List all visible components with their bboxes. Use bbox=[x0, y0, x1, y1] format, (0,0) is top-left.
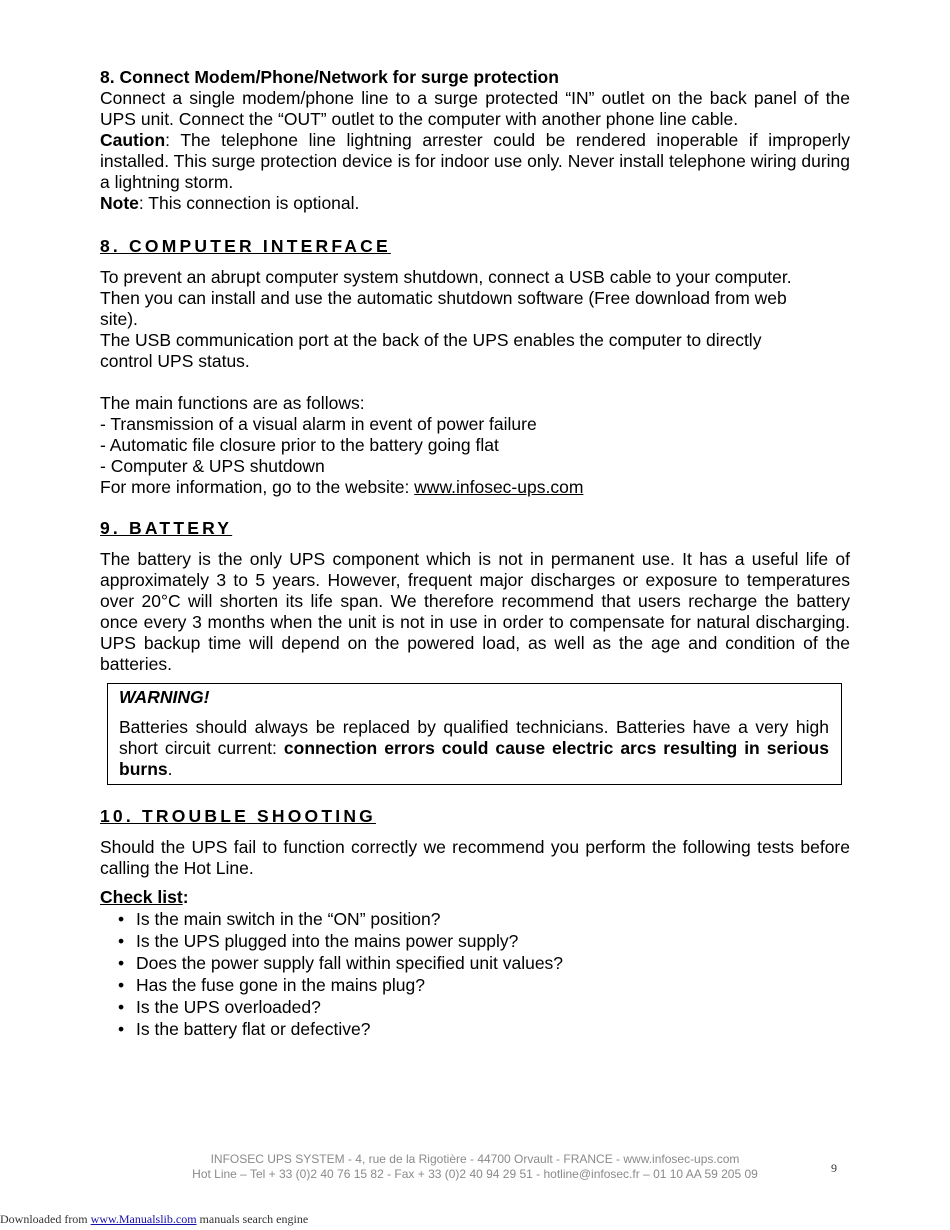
modem-paragraph: Connect a single modem/phone line to a surge protected “IN” outlet on the back panel of the UPS unit. Connect the “OUT” outlet to the computer with another phone line cable. bbox=[100, 88, 850, 129]
more-info-line bbox=[100, 477, 850, 498]
function-item: - Computer & UPS shutdown bbox=[100, 456, 325, 476]
bullet-icon: • bbox=[118, 1019, 125, 1039]
downloaded-prefix: Downloaded from bbox=[0, 1212, 91, 1226]
checklist-title-colon: : bbox=[182, 887, 189, 907]
checklist-item-text: Is the main switch in the “ON” position? bbox=[136, 909, 441, 929]
footer-contact: Hot Line – Tel + 33 (0)2 40 76 15 82 - Fax + 33 (0)2 40 94 29 51 - hotline@infosec.fr – 01 10 AA 59 205 09 bbox=[192, 1167, 758, 1181]
trouble-paragraph: Should the UPS fail to function correctly we recommend you perform the following tests before calling the Hot Line. bbox=[100, 837, 850, 878]
more-info-text: For more information, go to the website: bbox=[100, 477, 415, 497]
function-item: - Automatic file closure prior to the battery going flat bbox=[100, 435, 499, 455]
interface-line-3: site). bbox=[100, 309, 138, 329]
checklist-item-text: Is the UPS plugged into the mains power supply? bbox=[136, 931, 519, 951]
warning-box bbox=[107, 683, 842, 785]
checklist-item bbox=[118, 930, 850, 952]
page-footer bbox=[100, 1152, 850, 1182]
bullet-icon: • bbox=[118, 975, 125, 995]
heading-trouble-shooting: 10. TROUBLE SHOOTING bbox=[100, 806, 376, 826]
section-battery bbox=[100, 518, 850, 785]
note-label: Note bbox=[100, 193, 139, 213]
warning-title: WARNING! bbox=[119, 687, 210, 707]
downloaded-from-line bbox=[0, 1209, 308, 1230]
downloaded-suffix: manuals search engine bbox=[196, 1212, 309, 1226]
bullet-icon: • bbox=[118, 931, 125, 951]
note-paragraph bbox=[100, 193, 850, 214]
functions-intro: The main functions are as follows: bbox=[100, 393, 365, 413]
bullet-icon: • bbox=[118, 953, 125, 973]
checklist-item bbox=[118, 1018, 850, 1040]
checklist-item-text: Does the power supply fall within specified unit values? bbox=[136, 953, 564, 973]
function-item: - Transmission of a visual alarm in event of power failure bbox=[100, 414, 537, 434]
checklist-item-text: Has the fuse gone in the mains plug? bbox=[136, 975, 425, 995]
manualslib-link[interactable]: www.Manualslib.com bbox=[90, 1212, 197, 1226]
battery-paragraph: The battery is the only UPS component which is not in permanent use. It has a useful life of approximately 3 to 5 years. However, frequent major discharges or exposure to temperatures over 20°C will shorten its life span. We therefore recommend that users recharge the battery once every 3 months when the unit is not in use in order to compensate for natural discharging. UPS backup time will depend on the powered load, as well as the age and condition of the batteries. bbox=[100, 549, 850, 674]
bullet-icon: • bbox=[118, 909, 125, 929]
caution-label: Caution bbox=[100, 130, 166, 150]
interface-line-5: control UPS status. bbox=[100, 351, 250, 371]
heading-battery: 9. BATTERY bbox=[100, 518, 233, 538]
checklist-item bbox=[118, 974, 850, 996]
checklist-title bbox=[100, 887, 850, 908]
checklist-item-text: Is the UPS overloaded? bbox=[136, 997, 321, 1017]
section-modem-protection bbox=[100, 67, 850, 214]
section-title-modem: 8. Connect Modem/Phone/Network for surge protection bbox=[100, 67, 559, 87]
warning-text bbox=[119, 717, 829, 780]
warning-text-end: . bbox=[167, 759, 173, 779]
interface-line-2: Then you can install and use the automatic shutdown software (Free download from web bbox=[100, 288, 787, 308]
warning-text-plain: Batteries should always be replaced by qualified technicians. Batteries have a very high short circuit current: bbox=[119, 717, 829, 758]
checklist-item-text: Is the battery flat or defective? bbox=[136, 1019, 371, 1039]
section-computer-interface bbox=[100, 236, 850, 498]
interface-line-4: The USB communication port at the back of the UPS enables the computer to directly bbox=[100, 330, 762, 350]
caution-text: : The telephone line lightning arrester could be rendered inoperable if improperly installed. This surge protection device is for indoor use only. Never install telephone wiring during a lightning storm. bbox=[100, 130, 850, 192]
footer-address: INFOSEC UPS SYSTEM - 4, rue de la Rigotière - 44700 Orvault - FRANCE - www.infosec-ups.com bbox=[210, 1152, 740, 1166]
heading-computer-interface: 8. COMPUTER INTERFACE bbox=[100, 236, 391, 256]
checklist-title-text: Check list bbox=[100, 887, 183, 907]
bullet-icon: • bbox=[118, 997, 125, 1017]
warning-text-bold: connection errors could cause electric arcs resulting in serious burns bbox=[119, 738, 829, 779]
page-number: 9 bbox=[831, 1161, 837, 1175]
website-link[interactable]: www.infosec-ups.com bbox=[414, 477, 584, 497]
checklist-item bbox=[118, 908, 850, 930]
checklist-item bbox=[118, 996, 850, 1018]
caution-paragraph bbox=[100, 130, 850, 193]
note-text: : This connection is optional. bbox=[138, 193, 360, 213]
checklist-item bbox=[118, 952, 850, 974]
interface-line-1: To prevent an abrupt computer system shutdown, connect a USB cable to your computer. bbox=[100, 267, 792, 287]
manual-page bbox=[100, 67, 850, 1040]
section-trouble-shooting bbox=[100, 806, 850, 1040]
checklist bbox=[118, 908, 850, 1040]
